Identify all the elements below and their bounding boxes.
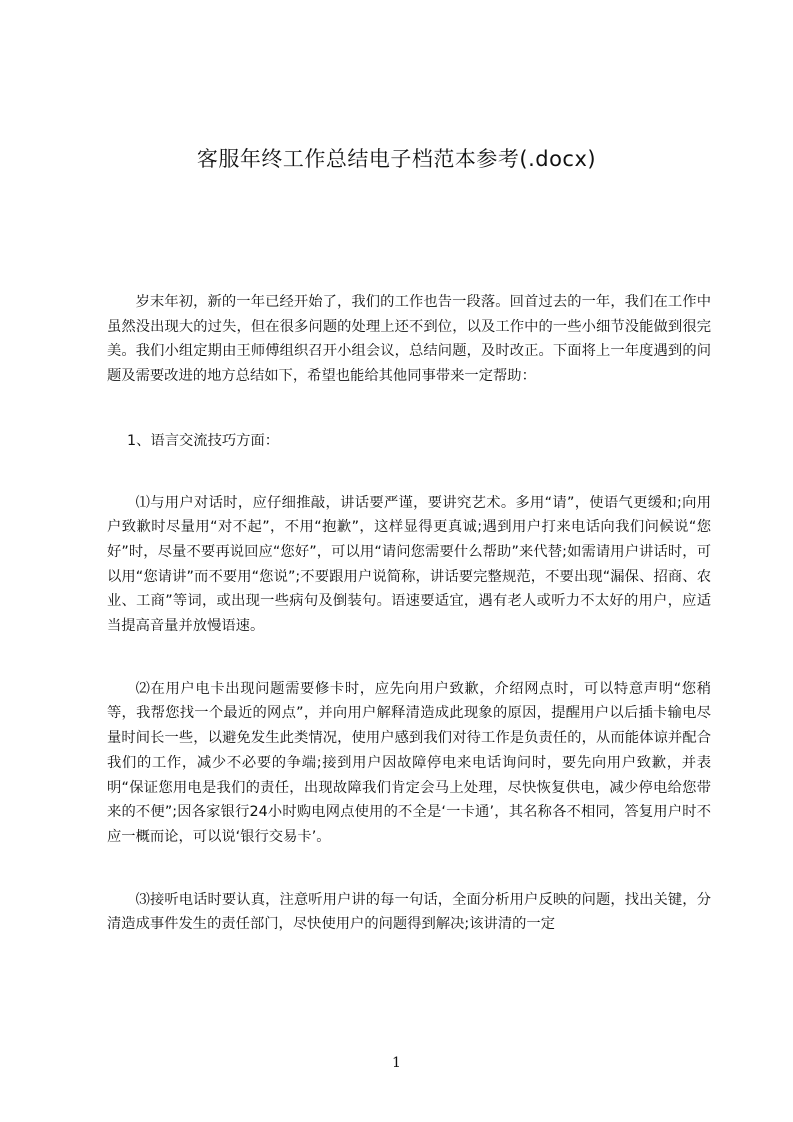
page-number: 1 — [392, 1055, 401, 1071]
document-title: 客服年终工作总结电子档范本参考(.docx) — [196, 147, 597, 171]
intro-paragraph: 岁末年初，新的一年已经开始了，我们的工作也告一段落。回首过去的一年，我们在工作中虽然没出现大的过失，但在很多问题的处理上还不到位，以及工作中的一些小细节没能做到很完美。我们小组定期由王师傅组织召开小组会议，总结问题，及时改正。下面将上一年度遇到的问题及需要改进的地方总结如下，希望也能给其他同事带来一定帮助： — [107, 294, 711, 385]
document-body — [107, 290, 711, 937]
paragraph-item-1: ⑴与用户对话时，应仔细推敲，讲话要严谨，要讲究艺术。多用“请”，使语气更缓和;向用户致歉时尽量用“对不起”，不用“抱歉”，这样显得更真诚;遇到用户打来电话向我们问候说“您好”时，尽量不要再说回应“您好”，可以用“请问您需要什么帮助”来代替;如需请用户讲话时，可以用“您请讲”而不要用“您说”;不要跟用户说简称，讲话要完整规范，不要出现“漏保、招商、农业、工商”等词，或出现一些病句及倒装句。语速要适宜，遇有老人或听力不太好的用户，应适当提高音量并放慢语速。 — [107, 494, 711, 635]
paragraph-item-3: ⑶接听电话时要认真，注意听用户讲的每一句话，全面分析用户反映的问题，找出关键，分清造成事件发生的责任部门，尽快使用户的问题得到解决;该讲清的一定 — [107, 891, 711, 933]
section-heading: 1、语言交流技巧方面： — [127, 432, 280, 449]
paragraph-item-2: ⑵在用户电卡出现问题需要修卡时，应先向用户致歉，介绍网点时，可以特意声明“您稍等，我帮您找一个最近的网点”，并向用户解释清造成此现象的原因，提醒用户以后插卡输电尽量时间长一些，以避免发生此类情况，使用户感到我们对待工作是负责任的，从而能体谅并配合我们的工作，减少不必要的争端;接到用户因故障停电来电话询问时，要先向用户致歉，并表明“保证您用电是我们的责任，出现故障我们肯定会马上处理，尽快恢复供电，减少停电给您带来的不便”;因各家银行24小时购电网点使用的不全是‘一卡通’，其名称各不相同，答复用户时不应一概而论，可以说‘银行交易卡’。 — [107, 680, 711, 845]
